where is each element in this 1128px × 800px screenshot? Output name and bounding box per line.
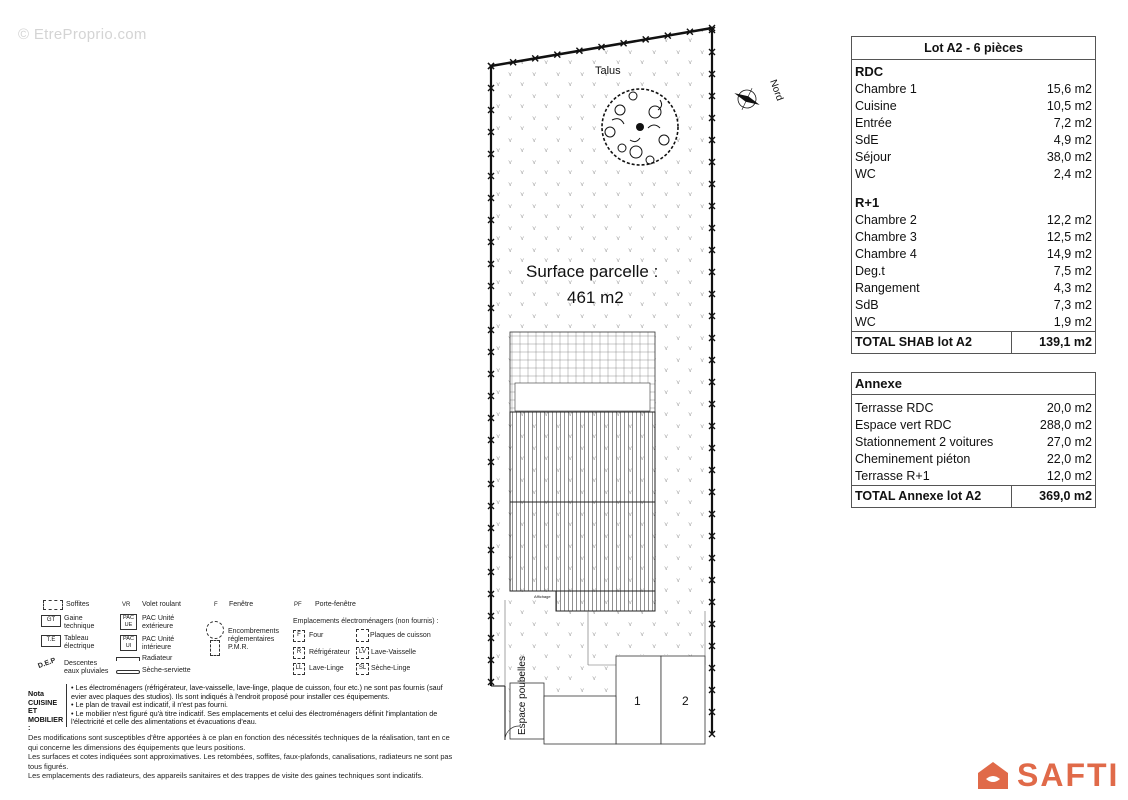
room-name: Cheminement piéton bbox=[855, 452, 971, 466]
f-code: F bbox=[214, 602, 218, 608]
rdc-rows bbox=[852, 81, 1095, 183]
parking bbox=[616, 656, 705, 744]
four-symbol-text: F bbox=[297, 632, 301, 638]
nota-title: Nota CUISINE ET MOBILIER : bbox=[28, 689, 64, 733]
house-annex-roof bbox=[556, 591, 655, 611]
table-row bbox=[852, 314, 1095, 331]
safti-wordmark: SAFTI bbox=[1017, 756, 1120, 793]
pac-ue-symbol-text: PAC UE bbox=[123, 615, 134, 628]
note-line: Les emplacements des radiateurs, des appareils sanitaires et des trappes de visite des gaines techniques sont indicatifs. bbox=[28, 771, 424, 781]
table-row bbox=[852, 434, 1095, 451]
legend-radiateur: Radiateur bbox=[142, 655, 173, 662]
table-title: Lot A2 - 6 pièces bbox=[852, 37, 1095, 60]
room-name: Chambre 4 bbox=[855, 247, 917, 261]
pmr-rect-symbol bbox=[210, 640, 220, 656]
annexe-table bbox=[851, 372, 1096, 508]
legend-tableau: Tableau électrique bbox=[64, 635, 95, 650]
note-line: Les surfaces et cotes indiquées sont approximatives. Les retombées, soffites, faux-plafonds, canalisations, radiateurs ne sont pas tous figurés. bbox=[28, 752, 453, 771]
room-name: Chambre 1 bbox=[855, 82, 917, 96]
sl-symbol-text: SL bbox=[358, 665, 367, 671]
room-area: 7,2 m2 bbox=[1053, 116, 1092, 130]
nota-bullets bbox=[66, 684, 456, 727]
r1-rows bbox=[852, 212, 1095, 331]
table-row bbox=[852, 212, 1095, 229]
legend-pac-ue: PAC Unité extérieure bbox=[142, 615, 175, 630]
safti-house-icon bbox=[975, 759, 1011, 791]
room-name: Terrasse RDC bbox=[855, 401, 934, 415]
lavelinge-symbol-text: LL bbox=[295, 665, 303, 671]
bin-area-label: Espace poubelles bbox=[517, 656, 528, 735]
pmr-circle-symbol bbox=[206, 621, 224, 639]
table-row bbox=[852, 98, 1095, 115]
room-area: 7,3 m2 bbox=[1053, 298, 1092, 312]
legend-descentes: Descentes eaux pluviales bbox=[64, 660, 109, 675]
room-name: Chambre 3 bbox=[855, 230, 917, 244]
room-name: SdB bbox=[855, 298, 879, 312]
total-annexe-label: TOTAL Annexe lot A2 bbox=[852, 486, 1012, 507]
refrig-symbol bbox=[293, 647, 305, 659]
table-row bbox=[852, 280, 1095, 297]
room-area: 27,0 m2 bbox=[1046, 435, 1092, 449]
dep-symbol: D.E.P bbox=[37, 657, 57, 670]
room-area: 15,6 m2 bbox=[1046, 82, 1092, 96]
room-area: 4,9 m2 bbox=[1053, 133, 1092, 147]
room-area: 12,5 m2 bbox=[1046, 230, 1092, 244]
room-area: 4,3 m2 bbox=[1053, 281, 1092, 295]
room-name: Espace vert RDC bbox=[855, 418, 952, 432]
total-annexe-row bbox=[852, 485, 1095, 507]
legend-pac-ui: PAC Unité intérieure bbox=[142, 636, 175, 651]
sl-symbol bbox=[356, 663, 369, 675]
tableau-symbol bbox=[41, 635, 61, 647]
table-row bbox=[852, 263, 1095, 280]
room-area: 12,0 m2 bbox=[1046, 469, 1092, 483]
room-area: 1,9 m2 bbox=[1053, 315, 1092, 329]
table-row bbox=[852, 297, 1095, 314]
total-shab-row bbox=[852, 331, 1095, 353]
room-area: 2,4 m2 bbox=[1053, 167, 1092, 181]
table-row bbox=[852, 149, 1095, 166]
legend-pmr: Encombrements réglementaires P.M.R. bbox=[228, 628, 279, 651]
r1-section-title: R+1 bbox=[855, 195, 880, 210]
terrace-inner bbox=[515, 383, 650, 411]
lv-symbol bbox=[356, 647, 369, 659]
room-area: 12,2 m2 bbox=[1046, 213, 1092, 227]
table-row bbox=[852, 132, 1095, 149]
rdc-section-title: RDC bbox=[855, 64, 884, 79]
total-shab-label: TOTAL SHAB lot A2 bbox=[852, 332, 1012, 353]
room-name: Entrée bbox=[855, 116, 892, 130]
radiateur-symbol bbox=[116, 657, 140, 661]
tableau-symbol-text: T.E bbox=[46, 637, 56, 643]
legend-four: Four bbox=[309, 632, 324, 639]
room-area: 10,5 m2 bbox=[1046, 99, 1092, 113]
lavelinge-symbol bbox=[293, 663, 305, 675]
legend-lave-vaisselle: Lave-Vaisselle bbox=[371, 649, 417, 656]
table-row bbox=[852, 115, 1095, 132]
parking-1-label: 1 bbox=[634, 694, 641, 708]
tree-symbol bbox=[602, 89, 678, 165]
nota-bullet: • Le plan de travail est indicatif, il n'est pas fourni. bbox=[71, 700, 228, 710]
table-row bbox=[852, 400, 1095, 417]
north-compass bbox=[729, 82, 765, 116]
room-area: 14,9 m2 bbox=[1046, 247, 1092, 261]
disclaimer-notes bbox=[28, 733, 453, 781]
room-name: Terrasse R+1 bbox=[855, 469, 930, 483]
annexe-rows bbox=[852, 400, 1095, 485]
pf-code: PF bbox=[294, 602, 302, 608]
room-area: 7,5 m2 bbox=[1053, 264, 1092, 278]
seche-serviette-symbol bbox=[116, 670, 140, 674]
room-area: 38,0 m2 bbox=[1046, 150, 1092, 164]
room-name: Rangement bbox=[855, 281, 920, 295]
table-row bbox=[852, 81, 1095, 98]
pac-ue-symbol bbox=[120, 614, 137, 630]
nota-bullet: • Le mobilier n'est figuré qu'à titre indicatif. Ses emplacements et celui des électroménagers définit l'implantation de l'électricité et celle des alimentations et évacuations d'eau. bbox=[71, 708, 438, 727]
total-annexe-value: 369,0 m2 bbox=[1039, 489, 1092, 503]
north-label: Nord bbox=[767, 78, 785, 103]
legend-vr: Volet roulant bbox=[142, 601, 181, 608]
table-row bbox=[852, 451, 1095, 468]
vr-code: VR bbox=[122, 602, 131, 608]
table-row bbox=[852, 166, 1095, 183]
legend-porte-fenetre: Porte-fenêtre bbox=[315, 601, 356, 608]
table-row bbox=[852, 468, 1095, 485]
legend-plaques: Plaques de cuisson bbox=[370, 632, 431, 639]
room-area: 288,0 m2 bbox=[1039, 418, 1092, 432]
room-name: Stationnement 2 voitures bbox=[855, 435, 994, 449]
plaques-symbol bbox=[356, 629, 369, 642]
room-name: Cuisine bbox=[855, 99, 897, 113]
legend-gaine: Gaine technique bbox=[64, 615, 95, 630]
safti-logo bbox=[975, 758, 1119, 792]
table-row bbox=[852, 229, 1095, 246]
surface-value: 461 m2 bbox=[567, 288, 624, 307]
room-name: Séjour bbox=[855, 150, 892, 164]
legend-refrig: Réfrigérateur bbox=[309, 649, 350, 656]
lv-symbol-text: LV bbox=[359, 649, 366, 655]
gaine-symbol-text: GT bbox=[46, 617, 56, 623]
room-name: Deg.t bbox=[855, 264, 885, 278]
legend-lave-linge: Lave-Linge bbox=[309, 665, 344, 672]
talus-label: Talus bbox=[595, 65, 621, 77]
note-line: Des modifications sont susceptibles d'être apportées à ce plan en fonction des nécessités techniques de la réalisation, tant en ce qui concerne les dimensions des équipements que leurs positions. bbox=[28, 733, 450, 752]
four-symbol bbox=[293, 630, 305, 642]
refrig-symbol-text: R bbox=[296, 649, 302, 655]
legend-seche-linge: Sèche-Linge bbox=[371, 665, 411, 672]
plan-vertical-note: Affichage bbox=[534, 594, 551, 599]
legend-seche-serviette: Sèche-serviette bbox=[142, 667, 191, 674]
pac-ui-symbol bbox=[120, 635, 137, 651]
total-shab-value: 139,1 m2 bbox=[1039, 335, 1092, 349]
room-area: 20,0 m2 bbox=[1046, 401, 1092, 415]
gaine-symbol bbox=[41, 615, 61, 627]
pac-ui-symbol-text: PAC UI bbox=[123, 636, 134, 649]
annexe-section-title: Annexe bbox=[852, 373, 1095, 395]
surface-label: Surface parcelle : bbox=[526, 262, 659, 281]
room-name: Chambre 2 bbox=[855, 213, 917, 227]
room-name: WC bbox=[855, 315, 876, 329]
soffites-symbol bbox=[43, 600, 63, 610]
table-row bbox=[852, 417, 1095, 434]
parking-2-label: 2 bbox=[682, 694, 689, 708]
room-area: 22,0 m2 bbox=[1046, 452, 1092, 466]
legend-fenetre: Fenêtre bbox=[229, 601, 254, 608]
surfaces-table bbox=[851, 36, 1096, 354]
room-name: SdE bbox=[855, 133, 879, 147]
legend-soffites: Soffites bbox=[66, 601, 90, 608]
room-name: WC bbox=[855, 167, 876, 181]
nota-bullet: • Les électroménagers (réfrigérateur, lave-vaisselle, lave-linge, plaque de cuisson, four etc.) ne sont pas fournis (sauf evier avec plaques des studios). Ils sont indiqués à l'endroit proposé pour installer ces équipements. bbox=[71, 683, 443, 701]
legend-appliances-title: Emplacements électroménagers (non fournis) : bbox=[293, 618, 439, 625]
watermark: © EtreProprio.com bbox=[18, 26, 147, 43]
table-row bbox=[852, 246, 1095, 263]
